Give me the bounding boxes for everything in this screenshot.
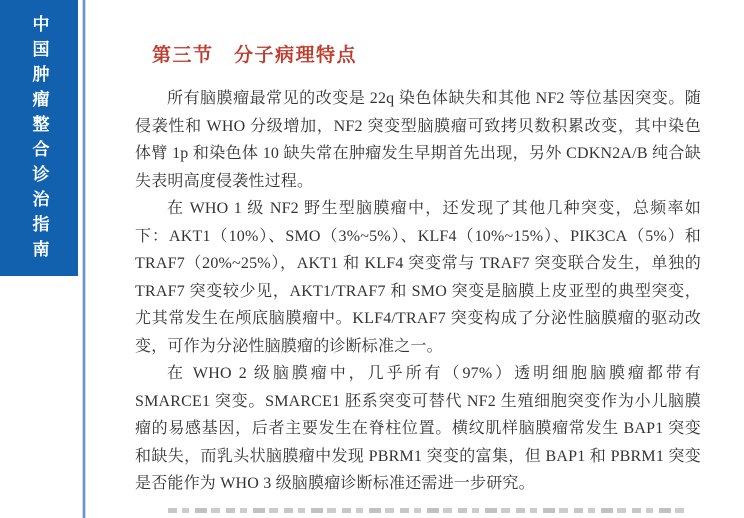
paragraph-chromosome-changes: 所有脑膜瘤最常见的改变是 22q 染色体缺失和其他 NF2 等位基因突变。随侵袭性和 WHO 分级增加，NF2 突变型脑膜瘤可致拷贝数积累改变，其中染色体臂 1p 和染色体 10 缺失常在肿瘤发生早期首先出现，另外 CDKN2A/B 纯合缺失表明高度侵袭性过程。 <box>135 90 701 190</box>
text-column <box>135 40 701 498</box>
side-banner-title: 中国肿瘤整合诊治指南 <box>29 15 49 265</box>
side-banner <box>0 0 78 276</box>
paragraph-who2-mutations: 在 WHO 2 级脑膜瘤中，几乎所有（97%）透明细胞脑膜瘤都带有 SMARCE1 突变。SMARCE1 胚系突变可替代 NF2 生殖细胞突变作为小儿脑膜瘤的易感基因，后者主要发生在脊柱位置。横纹肌样脑膜瘤常发生 BAP1 突变和缺失，而乳头状脑膜瘤中发现 PBRM1 突变的富集，但 BAP1 和 PBRM1 突变是否能作为 WHO 3 级脑膜瘤诊断标准还需进一步研究。 <box>135 365 701 492</box>
clipped-next-line-artifact <box>168 508 688 513</box>
paragraph-who1-mutations: 在 WHO 1 级 NF2 野生型脑膜瘤中，还发现了其他几种突变，总频率如下：AKT1（10%）、SMO（3%~5%）、KLF4（10%~15%）、PIK3CA（5%）和 TRAF7（20%~25%），AKT1 和 KLF4 突变常与 TRAF7 突变联合发生，单独的 TRAF7 突变较少见，AKT1/TRAF7 和 SMO 突变是脑膜上皮亚型的典型突变，尤其常发生在颅底脑膜瘤中。KLF4/TRAF7 突变构成了分泌性脑膜瘤的驱动改变，可作为分泌性脑膜瘤的诊断标准之一。 <box>135 200 701 355</box>
vertical-divider <box>83 0 85 518</box>
section-title: 第三节 分子病理特点 <box>152 45 358 66</box>
